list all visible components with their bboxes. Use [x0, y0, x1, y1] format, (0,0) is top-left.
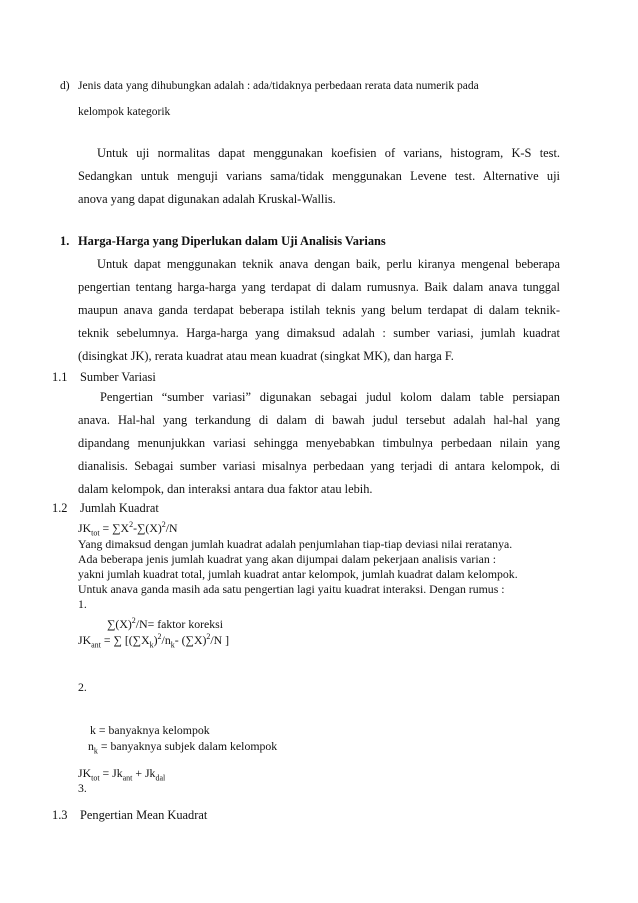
- formula-number-3: 3.: [78, 781, 87, 795]
- formula-number-2: 2.: [78, 680, 87, 694]
- section-1-1-title: Sumber Variasi: [80, 370, 156, 384]
- section-1-2-line-1: Yang dimaksud dengan jumlah kuadrat adalah penjumlahan tiap-tiap deviasi nilai reratanya.: [78, 537, 513, 551]
- item-d-line-1: Jenis data yang dihubungkan adalah : ada/tidaknya perbedaan rerata data numerik pada: [78, 80, 479, 92]
- item-d-line-2: kelompok kategorik: [78, 106, 171, 118]
- formula-jk-antar: $JK_{ant}$ = ∑ [$(\sum X_k)^2/n_k-$ $(\sum X)^2/N$ ]: [78, 632, 230, 650]
- section-1-2-number: 1.2: [52, 501, 68, 515]
- section-1-line-3: maupun anava ganda terdapat beberapa istilah teknis yang belum terdapat di dalam teknik-: [78, 303, 560, 317]
- section-1-line-5: (disingkat JK), rerata kuadrat atau mean kuadrat (singkat MK), dan harga F.: [78, 349, 454, 363]
- section-1-2-line-2: Ada beberapa jenis jumlah kuadrat yang akan dijumpai dalam pekerjaan analisis varian :: [78, 552, 496, 566]
- section-1-3-number: 1.3: [52, 808, 68, 822]
- section-1-2-line-3: yakni jumlah kuadrat total, jumlah kuadrat antar kelompok, jumlah kuadrat dalam kelompok.: [78, 567, 518, 581]
- section-1-3-title: Pengertian Mean Kuadrat: [80, 808, 208, 822]
- formula-jk-total: $JK_{tot} = \sum X^2-\sum(X)^2/N$: [78, 520, 178, 538]
- formula-jk-tot-sum: $JK_{tot} = Jk_{ant} + Jk_{dal}$: [78, 766, 166, 783]
- section-1-line-4: teknik sebelumnya. Harga-harga yang dimaksud adalah : sumber variasi, jumlah kuadrat: [78, 326, 560, 340]
- section-1-2-title: Jumlah Kuadrat: [80, 501, 159, 515]
- formula-number-1: 1.: [78, 597, 87, 611]
- section-1-line-1: Untuk dapat menggunakan teknik anava dengan baik, perlu kiranya mengenal beberapa: [97, 257, 560, 271]
- intro-line-2: Sedangkan untuk menguji varians sama/tidak menggunakan Levene test. Alternative uji: [78, 169, 560, 183]
- section-1-1-line-2: anava. Hal-hal yang terkandung di dalam di bawah judul tersebut adalah hal-hal yang: [78, 413, 560, 427]
- section-1-1-line-1: Pengertian “sumber variasi” digunakan sebagai judul kolom dalam table persiapan: [100, 390, 560, 404]
- section-1-1-line-5: dalam kelompok, dan interaksi antara dua faktor atau lebih.: [78, 482, 373, 496]
- intro-line-1: Untuk uji normalitas dapat menggunakan koefisien of varians, histogram, K-S test.: [97, 146, 560, 160]
- definition-k: k = banyaknya kelompok: [90, 723, 210, 737]
- section-1-2-line-4: Untuk anava ganda masih ada satu pengertian lagi yaitu kuadrat interaksi. Dengan rumus :: [78, 582, 505, 596]
- section-1-1-number: 1.1: [52, 370, 68, 384]
- section-1-title: Harga-Harga yang Diperlukan dalam Uji Analisis Varians: [78, 234, 386, 248]
- intro-line-3: anova yang dapat digunakan adalah Kruskal-Wallis.: [78, 192, 336, 206]
- definition-nk: $n_k$ = banyaknya subjek dalam kelompok: [88, 739, 278, 756]
- section-1-number: 1.: [60, 234, 70, 248]
- item-d-marker: d): [60, 80, 70, 92]
- section-1-line-2: pengertian tentang harga-harga yang terdapat di dalam rumusnya. Baik dalam anava tunggal: [78, 280, 560, 294]
- section-1-1-line-3: dipandang menunjukkan variasi sehingga menyebabkan timbulnya perbedaan nilain yang: [78, 436, 560, 450]
- correction-factor-formula: $\sum(X)^2/N=$ faktor koreksi: [107, 616, 224, 631]
- section-1-1-line-4: dianalisis. Sebagai sumber variasi misalnya perbedaan yang terjadi di antara kelompok, di: [78, 459, 560, 473]
